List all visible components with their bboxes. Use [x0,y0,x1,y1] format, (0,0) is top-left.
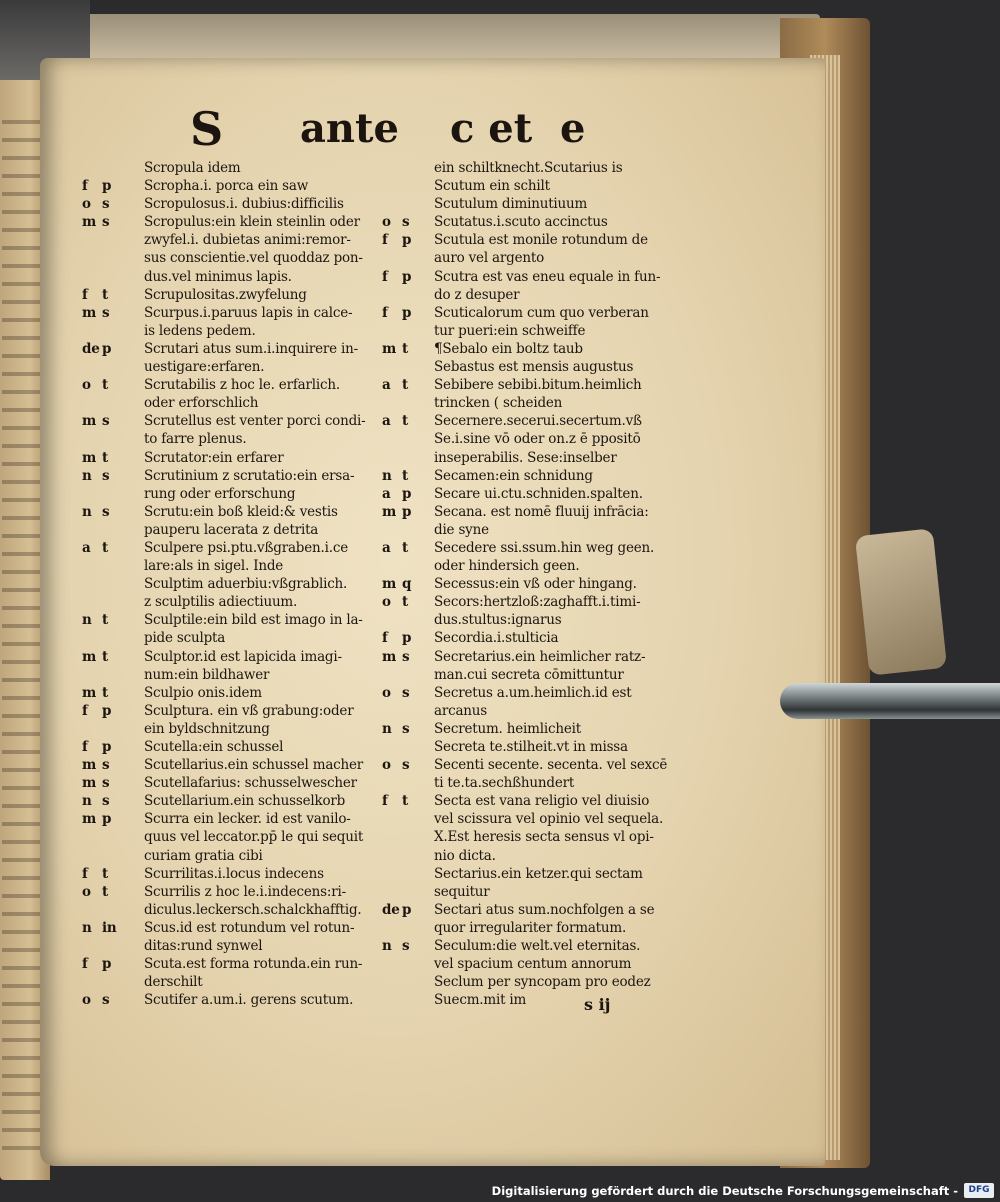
gender-marker: m [82,413,97,430]
gender-marker: m [82,684,97,701]
entry-line [82,322,382,340]
entry-line [82,213,382,231]
entry-line [382,358,682,376]
running-head [190,104,610,154]
quantity-marker: p [402,485,412,502]
entry-line [82,557,382,575]
entry-line [382,702,682,720]
entry-line [82,648,382,666]
gender-marker: m [382,340,397,357]
gender-marker: m [382,503,397,520]
quantity-marker: t [102,648,109,665]
entry-line [82,955,382,973]
entry-text: Sebibere sebibi.bitum.heimlich [434,377,642,394]
entry-line [382,955,682,973]
gender-marker: m [82,648,97,665]
entry-line [82,449,382,467]
entry-line [82,286,382,304]
entry-text: Seculum:die welt.vel eternitas. [434,938,641,955]
entry-line [82,467,382,485]
entry-text: curiam gratia cibi [144,847,263,864]
right-text-column [382,159,682,1009]
entry-line [82,991,382,1009]
gender-marker: m [382,648,397,665]
entry-text: quus vel leccator.pp̄ le qui sequit [144,829,364,846]
gender-marker: o [82,992,91,1009]
quantity-marker: p [102,340,112,357]
entry-line [382,973,682,991]
gender-marker: m [82,757,97,774]
entry-text: Scuticalorum cum quo verberan [434,304,649,321]
gender-marker: m [82,775,97,792]
entry-text: oder hindersich geen. [434,558,580,575]
entry-line [382,449,682,467]
entry-text: Scurra ein lecker. id est vanilo- [144,811,351,828]
funding-credit: Digitalisierung gefördert durch die Deutsche Forschungsgemeinschaft - [491,1184,958,1198]
entry-line [82,666,382,684]
entry-text: dus.vel minimus lapis. [144,268,292,285]
entry-line [382,756,682,774]
quantity-marker: t [102,539,109,556]
entry-line [82,901,382,919]
entry-text: pide sculpta [144,630,226,647]
entry-text: Secretarius.ein heimlicher ratz- [434,648,646,665]
entry-text: arcanus [434,702,488,719]
gender-marker: de [382,901,400,918]
entry-line [82,159,382,177]
entry-line [82,865,382,883]
quantity-marker: t [402,594,409,611]
gender-marker: n [82,919,92,936]
entry-line [82,883,382,901]
quantity-marker: p [102,702,112,719]
entry-text: Secretum. heimlicheit [434,720,581,737]
entry-line [82,702,382,720]
entry-line [82,430,382,448]
entry-line [382,919,682,937]
quantity-marker: t [402,539,409,556]
entry-line [82,304,382,322]
gender-marker: o [82,196,91,213]
entry-text: tur pueri:ein schweiffe [434,322,586,339]
quantity-marker: s [402,648,410,665]
entry-line [382,738,682,756]
entry-line [382,485,682,503]
quantity-marker: s [102,214,110,231]
gender-marker: f [382,304,388,321]
entry-text: lare:als in sigel. Inde [144,558,284,575]
quantity-marker: q [402,576,412,593]
gender-marker: n [82,793,92,810]
entry-line [382,231,682,249]
quantity-marker: t [102,883,109,900]
gender-marker: o [382,684,391,701]
entry-line [382,521,682,539]
entry-text: Secare ui.ctu.schniden.spalten. [434,485,643,502]
quantity-marker: s [102,503,110,520]
entry-text: Secessus:ein vß oder hingang. [434,576,637,593]
entry-text: vel scissura vel opinio vel sequela. [434,811,664,828]
entry-text: Secretus a.um.heimlich.id est [434,684,632,701]
gender-marker: o [382,594,391,611]
entry-line [382,847,682,865]
quantity-marker: t [402,340,409,357]
entry-text: rung oder erforschung [144,485,296,502]
entry-text: Scurrilis z hoc le.i.indecens:ri- [144,883,346,900]
entry-text: quor irregulariter formatum. [434,919,627,936]
quantity-marker: t [402,413,409,430]
gender-marker: f [382,630,388,647]
entry-line [82,358,382,376]
gender-marker: n [382,720,392,737]
entry-line [382,828,682,846]
entry-text: Se.i.sine vō oder on.z ē ppositō [434,431,641,448]
running-head-part1: ante [300,105,399,152]
entry-text: Scus.id est rotundum vel rotun- [144,919,355,936]
entry-text: Scutra est vas eneu equale in fun- [434,268,661,285]
quantity-marker: s [102,467,110,484]
entry-text: Scutellarium.ein schusselkorb [144,793,346,810]
dfg-logo: DFG [964,1183,994,1198]
gender-marker: f [382,232,388,249]
book-head-edge [80,14,820,60]
gender-marker: de [82,340,100,357]
left-text-column [82,159,382,1009]
entry-text: Scutula est monile rotundum de [434,232,648,249]
signature-mark: s ij [584,995,611,1014]
running-head-part3: e [560,105,586,152]
entry-text: Scrutellus est venter porci condi- [144,413,366,430]
quantity-marker: p [102,739,112,755]
entry-line [382,865,682,883]
entry-line [382,991,682,1009]
entry-text: ein byldschnitzung [144,720,270,737]
quantity-marker: s [402,938,410,955]
entry-line [382,810,682,828]
entry-text: Sectarius.ein ketzer.qui sectam [434,865,643,882]
entry-text: oder erforschlich [144,395,259,412]
quantity-marker: p [102,956,112,973]
quantity-marker: p [402,268,412,285]
quantity-marker: s [102,992,110,1009]
entry-text: Scropulus:ein klein steinlin oder [144,214,360,231]
quantity-marker: s [102,793,110,810]
entry-line [82,539,382,557]
entry-line [382,539,682,557]
entry-line [382,286,682,304]
entry-line [82,847,382,865]
entry-text: Scutellafarius: schusselwescher [144,775,357,792]
entry-line [382,611,682,629]
entry-line [82,521,382,539]
quantity-marker: s [102,413,110,430]
entry-line [382,159,682,177]
entry-text: Sculptura. ein vß grabung:oder [144,702,354,719]
entry-line [82,231,382,249]
quantity-marker: s [102,196,110,213]
gender-marker: a [382,377,391,394]
entry-text: Scrutari atus sum.i.inquirere in- [144,340,359,357]
quantity-marker: s [102,757,110,774]
entry-line [82,937,382,955]
gender-marker: m [82,214,97,231]
entry-text: Scurrilitas.i.locus indecens [144,865,324,882]
entry-line [382,629,682,647]
entry-line [82,828,382,846]
entry-text: auro vel argento [434,250,545,267]
entry-text: Sectari atus sum.nochfolgen a se [434,901,655,918]
entry-line [382,666,682,684]
entry-line [82,394,382,412]
quantity-marker: s [102,304,110,321]
entry-line [382,268,682,286]
quantity-marker: t [102,377,109,394]
entry-text: is ledens pedem. [144,322,256,339]
entry-line [82,792,382,810]
entry-line [82,774,382,792]
gender-marker: n [82,467,92,484]
entry-line [82,503,382,521]
entry-line [382,503,682,521]
entry-text: Scrutabilis z hoc le. erfarlich. [144,377,340,394]
quantity-marker: p [102,178,112,195]
entry-line [82,485,382,503]
entry-text: Scutellarius.ein schussel macher [144,757,364,774]
entry-line [82,249,382,267]
gender-marker: f [382,268,388,285]
entry-text: Secors:hertzloß:zaghafft.i.timi- [434,594,641,611]
entry-text: Sculptor.id est lapicida imagi- [144,648,342,665]
entry-line [82,177,382,195]
entry-line [382,412,682,430]
entry-text: Secordia.i.stulticia [434,630,559,647]
entry-text: die syne [434,521,489,538]
entry-text: X.Est heresis secta sensus vl opi- [434,829,654,846]
entry-text: Sculptim aduerbiu:vßgrablich. [144,576,348,593]
running-head-part2: c et [450,105,533,152]
gender-marker: o [382,214,391,231]
gender-marker: f [82,865,88,882]
gender-marker: o [82,883,91,900]
gender-marker: n [382,938,392,955]
gender-marker: f [82,739,88,755]
entry-line [82,629,382,647]
entry-line [82,684,382,702]
entry-text: sus conscientie.vel quoddaz pon- [144,250,363,267]
entry-text: uestigare:erfaren. [144,359,265,376]
gender-marker: n [82,612,92,629]
entry-line [82,720,382,738]
gender-marker: a [382,413,391,430]
quantity-marker: s [402,757,410,774]
entry-line [382,684,682,702]
entry-text: Sculpere psi.ptu.vßgraben.i.ce [144,539,348,556]
pointer-stick [780,683,1000,719]
entry-line [82,756,382,774]
entry-text: Secana. est nomē fluuij infrācia: [434,503,649,520]
entry-line [382,376,682,394]
entry-line [382,883,682,901]
gender-marker: m [82,811,97,828]
gender-marker: m [382,576,397,593]
entry-line [82,810,382,828]
entry-text: Scutatus.i.scuto accinctus [434,214,608,231]
gender-marker: f [82,286,88,303]
entry-text: Scuta.est forma rotunda.ein run- [144,956,363,973]
entry-text: ti te.ta.sechßhundert [434,775,575,792]
entry-text: pauperu lacerata z detrita [144,521,319,538]
gender-marker: o [82,377,91,394]
entry-text: inseperabilis. Sese:inselber [434,449,617,466]
entry-line [382,249,682,267]
entry-text: Suecm.mit im [434,992,527,1009]
quantity-marker: t [102,286,109,303]
quantity-marker: s [402,720,410,737]
quantity-marker: p [402,630,412,647]
entry-text: Scropula idem [144,160,241,176]
entry-text: Scutella:ein schussel [144,739,284,755]
entry-line [382,593,682,611]
entry-text: sequitur [434,883,490,900]
entry-line [82,738,382,756]
entry-text: vel spacium centum annorum [434,956,632,973]
entry-text: trincken ( scheiden [434,395,563,412]
gender-marker: a [82,539,91,556]
entry-text: Scutum ein schilt [434,178,550,195]
entry-line [382,792,682,810]
entry-text: Scrupulositas.zwyfelung [144,286,307,303]
entry-line [382,177,682,195]
entry-line [82,919,382,937]
entry-text: Scurpus.i.paruus lapis in calce- [144,304,353,321]
quantity-marker: t [102,612,109,629]
entry-text: diculus.leckersch.schalckhafftig. [144,901,362,918]
quantity-marker: s [102,775,110,792]
entry-line [382,648,682,666]
entry-text: ditas:rund synwel [144,938,263,955]
quantity-marker: p [402,503,412,520]
entry-text: dus.stultus:ignarus [434,612,562,629]
quantity-marker: s [402,684,410,701]
entry-line [382,720,682,738]
entry-line [382,575,682,593]
entry-line [82,340,382,358]
gender-marker: a [382,539,391,556]
quantity-marker: p [102,811,112,828]
entry-text: Secamen:ein schnidung [434,467,593,484]
quantity-marker: p [402,232,412,249]
entry-text: zwyfel.i. dubietas animi:remor- [144,232,351,249]
entry-line [82,593,382,611]
quantity-marker: t [402,467,409,484]
entry-text: Secta est vana religio vel diuisio [434,793,650,810]
entry-line [82,611,382,629]
entry-line [382,322,682,340]
entry-line [382,213,682,231]
entry-text: Secedere ssi.ssum.hin weg geen. [434,539,655,556]
quantity-marker: p [402,901,412,918]
entry-line [82,376,382,394]
gender-marker: f [382,793,388,810]
entry-text: Secenti secente. secenta. vel sexcē [434,757,668,774]
entry-line [382,340,682,358]
entry-line [382,304,682,322]
entry-text: Scutifer a.um.i. gerens scutum. [144,992,354,1009]
quantity-marker: t [402,377,409,394]
entry-text: num:ein bildhawer [144,666,270,683]
quantity-marker: t [102,684,109,701]
gender-marker: a [382,485,391,502]
entry-text: Scropha.i. porca ein saw [144,178,309,195]
entry-text: do z desuper [434,286,520,303]
gender-marker: m [82,449,97,466]
quantity-marker: t [402,793,409,810]
entry-text: Scrutu:ein boß kleid:& vestis [144,503,338,520]
entry-line [382,467,682,485]
quantity-marker: t [102,449,109,466]
entry-line [382,901,682,919]
entry-line [382,774,682,792]
entry-line [82,973,382,991]
gender-marker: m [82,304,97,321]
entry-text: man.cui secreta cōmittuntur [434,666,624,683]
quantity-marker: t [102,865,109,882]
book-clasp [855,528,947,675]
entry-line [82,575,382,593]
gender-marker: o [382,757,391,774]
entry-line [82,268,382,286]
entry-text: Scropulosus.i. dubius:difficilis [144,196,344,213]
entry-text: ¶Sebalo ein boltz taub [434,340,583,357]
entry-line [382,557,682,575]
entry-line [82,412,382,430]
entry-line [382,195,682,213]
quantity-marker: s [402,214,410,231]
running-head-letter: S [190,102,224,156]
gender-marker: n [82,503,92,520]
entry-text: nio dicta. [434,847,496,864]
entry-text: z sculptilis adiectiuum. [144,594,298,611]
entry-text: Seclum per syncopam pro eodez [434,974,651,991]
quantity-marker: in [102,919,117,936]
entry-line [382,394,682,412]
entry-text: Secernere.secerui.secertum.vß [434,413,642,430]
entry-text: to farre plenus. [144,431,247,448]
entry-text: Sculpio onis.idem [144,684,262,701]
entry-line [382,937,682,955]
entry-line [82,195,382,213]
entry-line [382,430,682,448]
gender-marker: f [82,702,88,719]
entry-text: Sculptile:ein bild est imago in la- [144,612,363,629]
entry-text: Scutulum diminutiuum [434,196,588,213]
entry-text: Secreta te.stilheit.vt in missa [434,739,628,755]
entry-text: Scrutinium z scrutatio:ein ersa- [144,467,355,484]
entry-text: Sebastus est mensis augustus [434,359,634,376]
entry-text: derschilt [144,974,203,991]
entry-text: ein schiltknecht.Scutarius is [434,160,623,176]
gender-marker: n [382,467,392,484]
gender-marker: f [82,956,88,973]
gender-marker: f [82,178,88,195]
quantity-marker: p [402,304,412,321]
entry-text: Scrutator:ein erfarer [144,449,284,466]
